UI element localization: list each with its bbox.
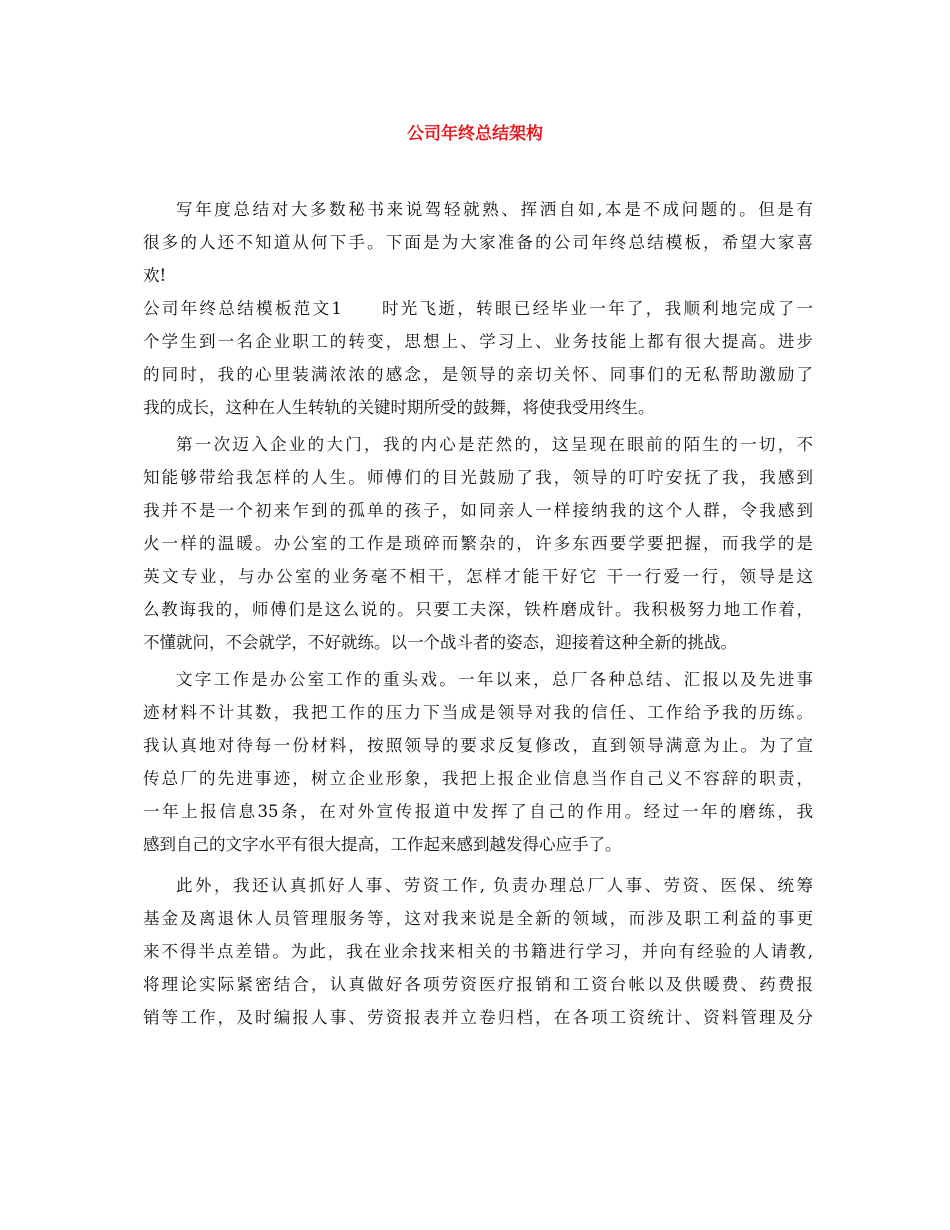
text-line: 么教诲我的，师傅们是这么说的。只要工夫深，铁杵磨成针。我积极努力地工作着， xyxy=(143,600,813,619)
text-line: 写年度总结对大多数秘书来说驾轻就熟、挥洒自如,本是不成问题的。但是有 xyxy=(176,200,813,219)
text-line: 火一样的温暖。办公室的工作是琐碎而繁杂的，许多东西要学要把握，而我学的是 xyxy=(143,534,813,553)
text-line: 一年上报信息35条，在对外宣传报道中发挥了自己的作用。经过一年的磨练，我 xyxy=(143,802,813,821)
text-line: 的同时，我的心里装满浓浓的感念，是领导的亲切关怀、同事们的无私帮助激励了 xyxy=(143,365,813,384)
document-title: 公司年终总结架构 xyxy=(407,124,543,144)
text-line: 公司年终总结模板范文1 时光飞逝，转眼已经毕业一年了，我顺利地完成了一 xyxy=(143,299,813,318)
text-line: 传总厂的先进事迹，树立企业形象，我把上报企业信息当作自己义不容辞的职责， xyxy=(143,769,813,788)
text-line: 来不得半点差错。为此，我在业余找来相关的书籍进行学习，并向有经验的人请教, xyxy=(143,942,813,961)
text-line: 我的成长，这种在人生转轨的关键时期所受的鼓舞，将使我受用终生。 xyxy=(143,398,655,417)
text-line: 感到自己的文字水平有很大提高，工作起来感到越发得心应手了。 xyxy=(143,835,622,854)
text-line: 此外，我还认真抓好人事、劳资工作, 负责办理总厂人事、劳资、医保、统筹 xyxy=(176,876,813,895)
text-line: 很多的人还不知道从何下手。下面是为大家准备的公司年终总结模板，希望大家喜 xyxy=(143,233,813,252)
text-line: 我并不是一个初来乍到的孤单的孩子，如同亲人一样接纳我的这个人群，令我感到 xyxy=(143,501,813,520)
text-line: 基金及离退休人员管理服务等，这对我来说是全新的领域，而涉及职工利益的事更 xyxy=(143,909,813,928)
text-line: 欢! xyxy=(143,266,167,285)
paragraph-gap xyxy=(143,861,813,869)
text-line: 迹材料不计其数，我把工作的压力下当成是领导对我的信任、工作给予我的历练。 xyxy=(143,703,813,722)
text-line: 英文专业，与办公室的业务毫不相干，怎样才能干好它 干一行爱一行，领导是这 xyxy=(143,567,813,586)
text-line: 个学生到一名企业职工的转变，思想上、学习上、业务技能上都有很大提高。进步 xyxy=(143,332,813,351)
text-line: 将理论实际紧密结合，认真做好各项劳资医疗报销和工资台帐以及供暖费、药费报 xyxy=(143,975,813,994)
text-line: 第一次迈入企业的大门，我的内心是茫然的，这呈现在眼前的陌生的一切，不 xyxy=(176,435,813,454)
document-body xyxy=(143,193,813,1034)
text-line: 销等工作，及时编报人事、劳资报表并立卷归档，在各项工资统计、资料管理及分 xyxy=(143,1008,813,1027)
text-line: 知能够带给我怎样的人生。师傅们的目光鼓励了我，领导的叮咛安抚了我，我感到 xyxy=(143,468,813,487)
text-line: 文字工作是办公室工作的重头戏。一年以来，总厂各种总结、汇报以及先进事 xyxy=(176,670,813,689)
text-line: 不懂就问，不会就学，不好就练。以一个战斗者的姿态，迎接着这种全新的挑战。 xyxy=(143,633,737,652)
text-line: 我认真地对待每一份材料，按照领导的要求反复修改，直到领导满意为止。为了宣 xyxy=(143,736,813,755)
